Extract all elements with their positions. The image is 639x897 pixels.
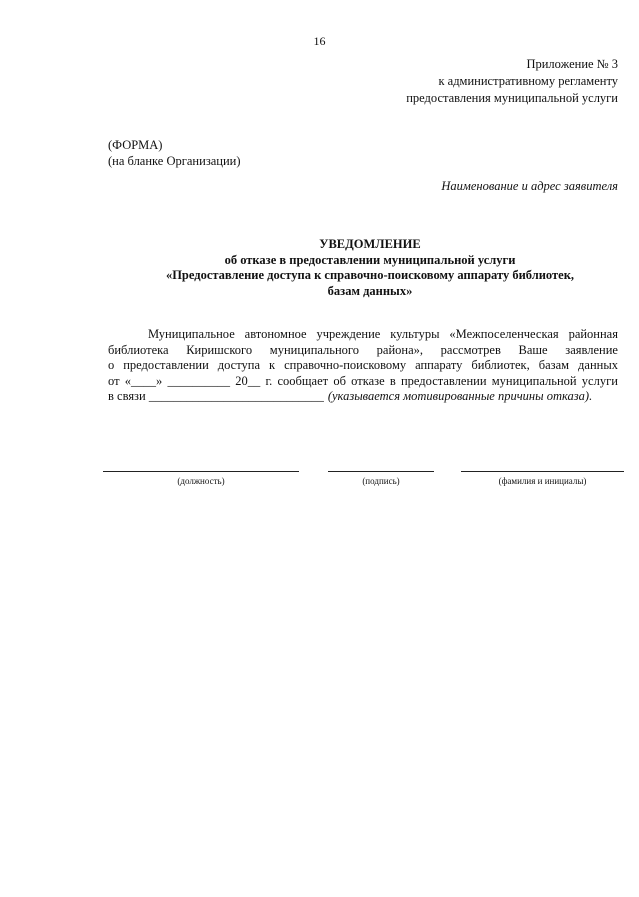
body-word: учреждение [316, 327, 381, 341]
body-word: сообщает [277, 373, 329, 388]
position-line [103, 471, 299, 472]
body-word: г. [265, 373, 273, 388]
name-caption: (фамилия и инициалы) [498, 476, 587, 486]
body-word: заявление [565, 342, 618, 357]
letterhead-note: (на бланке Организации) [108, 154, 241, 168]
document-title: УВЕДОМЛЕНИЕ [319, 237, 421, 251]
body-word: Ваше [518, 342, 548, 357]
appendix-block [406, 56, 618, 107]
body-word: районная [568, 327, 618, 341]
body-word: муниципального [269, 342, 359, 357]
body-word: услуги [581, 373, 618, 388]
name-line [461, 471, 624, 472]
signature-caption: (подпись) [362, 476, 400, 486]
applicant-label: Наименование и адрес заявителя [441, 179, 618, 193]
appendix-line-1: Приложение № 3 [526, 57, 618, 71]
notice-body [108, 327, 618, 405]
body-word: Киришского [186, 342, 253, 357]
body-word: справочно-поисковому [284, 358, 407, 372]
body-word: «____» [124, 373, 163, 388]
form-label: (ФОРМА) [108, 138, 163, 152]
page-number: 16 [313, 34, 326, 48]
body-word: предоставлении [400, 373, 487, 388]
body-word: __________ [167, 373, 230, 388]
body-word: доступа [217, 358, 261, 372]
body-word: автономное [244, 327, 307, 341]
body-word: Муниципальное [148, 327, 235, 341]
heading-line-2: «Предоставление доступа к справочно-поисковому аппарату библиотек, [165, 268, 575, 282]
signature-field-name [461, 471, 624, 486]
document-heading [60, 237, 639, 299]
body-word: о [108, 358, 115, 372]
body-word: отказе [351, 373, 385, 388]
heading-line-3: базам данных» [327, 283, 413, 298]
reason-placeholder: (указывается мотивированные причины отказа). [327, 389, 593, 403]
position-caption: (должность) [177, 476, 225, 486]
body-line-4 [108, 374, 618, 390]
body-word: данных [578, 358, 618, 372]
appendix-line-2: к административному регламенту [438, 74, 618, 88]
body-word: базам [538, 358, 570, 372]
body-word: к [269, 358, 276, 372]
body-line-2 [108, 343, 618, 359]
body-line-1 [108, 327, 618, 343]
heading-line-1: об отказе в предоставлении муниципальной услуги [224, 252, 516, 267]
appendix-line-3: предоставления муниципальной услуги [406, 91, 618, 105]
body-word: «Межпоселенческая [449, 327, 559, 341]
body-word: предоставлении [123, 358, 209, 372]
body-word: культуры [390, 327, 440, 341]
body-word: муниципальной [491, 373, 577, 388]
body-word: библиотека [108, 342, 169, 357]
body-word: рассмотрев [440, 342, 501, 357]
body-word: в [389, 373, 396, 388]
body-line-3 [108, 358, 618, 374]
body-word: библиотек, [471, 358, 530, 372]
body-word: об [333, 373, 346, 388]
body-word: 20__ [235, 373, 261, 388]
signature-field-signature [328, 471, 434, 486]
body-word: от [108, 373, 120, 388]
body-word: района», [376, 342, 424, 357]
signature-field-position [103, 471, 299, 486]
signature-line [328, 471, 434, 472]
body-line-5 [108, 389, 618, 405]
body-word: аппарату [415, 358, 463, 372]
form-label-block [108, 137, 241, 169]
reason-prefix: в связи ____________________________ [108, 389, 324, 403]
